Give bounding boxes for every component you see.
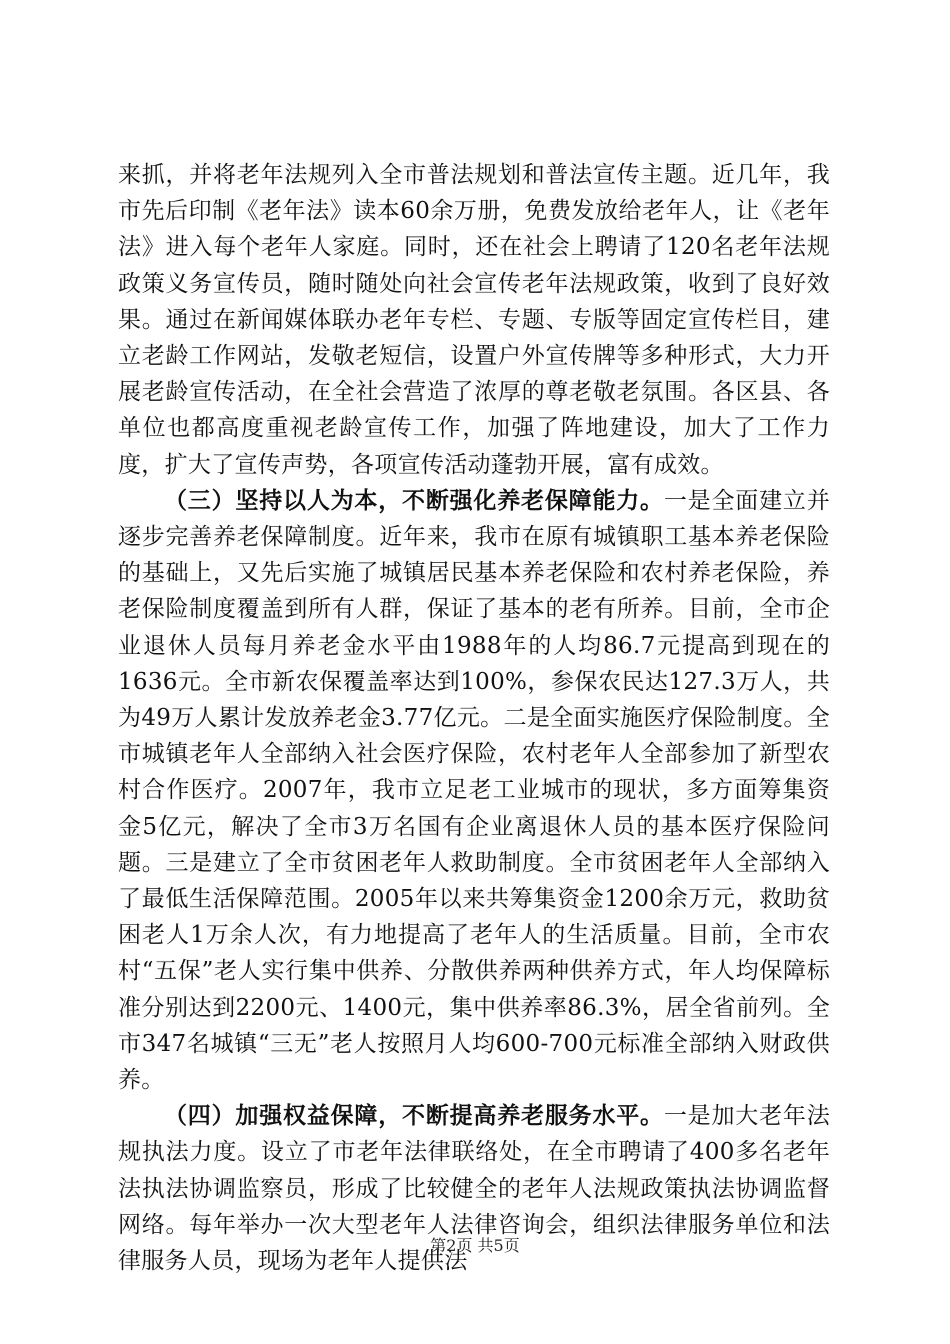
paragraph-pension-security: [118, 483, 830, 1098]
section-heading-4: （四）加强权益保障，不断提高养老服务水平。: [164, 1102, 664, 1130]
paragraph-text: 一是加大老年法规执法力度。设立了市老年法律联络处，在全市聘请了400多名老年法执法协调监察员，形成了比较健全的老年人法规政策执法协调监督网络。每年举办一次大型老年人法律咨询会，组织法律服务单位和法律服务人员，现场为老年人提供法: [118, 1103, 830, 1275]
page-footer: 第2页 共5页: [430, 1236, 520, 1255]
paragraph-text: 来抓，并将老年法规列入全市普法规划和普法宣传主题。近几年，我市先后印制《老年法》读本60余万册，免费发放给老年人，让《老年法》进入每个老年人家庭。同时，还在社会上聘请了120名老年法规政策义务宣传员，随时随处向社会宣传老年法规政策，收到了良好效果。通过在新闻媒体联办老年专栏、专题、专版等固定宣传栏目，建立老龄工作网站，发敬老短信，设置户外宣传牌等多种形式，大力开展老龄宣传活动，在全社会营造了浓厚的尊老敬老氛围。各区县、各单位也都高度重视老龄宣传工作，加强了阵地建设，加大了工作力度，扩大了宣传声势，各项宣传活动蓬勃开展，富有成效。: [118, 162, 830, 478]
paragraph-publicity: [118, 157, 830, 483]
document-body: [118, 157, 830, 1279]
paragraph-text: 一是全面建立并逐步完善养老保障制度。近年来，我市在原有城镇职工基本养老保险的基础上，又先后实施了城镇居民基本养老保险和农村养老保险，养老保险制度覆盖到所有人群，保证了基本的老有所养。目前，全市企业退休人员每月养老金水平由1988年的人均86.7元提高到现在的1636元。全市新农保覆盖率达到100%，参保农民达127.3万人，共为49万人累计发放养老金3.77亿元。二是全面实施医疗保险制度。全市城镇老年人全部纳入社会医疗保险，农村老年人全部参加了新型农村合作医疗。2007年，我市立足老工业城市的现状，多方面筹集资金5亿元，解决了全市3万名国有企业离退休人员的基本医疗保险问题。三是建立了全市贫困老年人救助制度。全市贫困老年人全部纳入了最低生活保障范围。2005年以来共筹集资金1200余万元，救助贫困老人1万余人次，有力地提高了老年人的生活质量。目前，全市农村“五保”老人实行集中供养、分散供养两种供养方式，年人均保障标准分别达到2200元、1400元，集中供养率86.3%，居全省前列。全市347名城镇“三无”老人按照月人均600-700元标准全部纳入财政供养。: [118, 487, 830, 1094]
section-heading-3: （三）坚持以人为本，不断强化养老保障能力。: [164, 486, 664, 514]
